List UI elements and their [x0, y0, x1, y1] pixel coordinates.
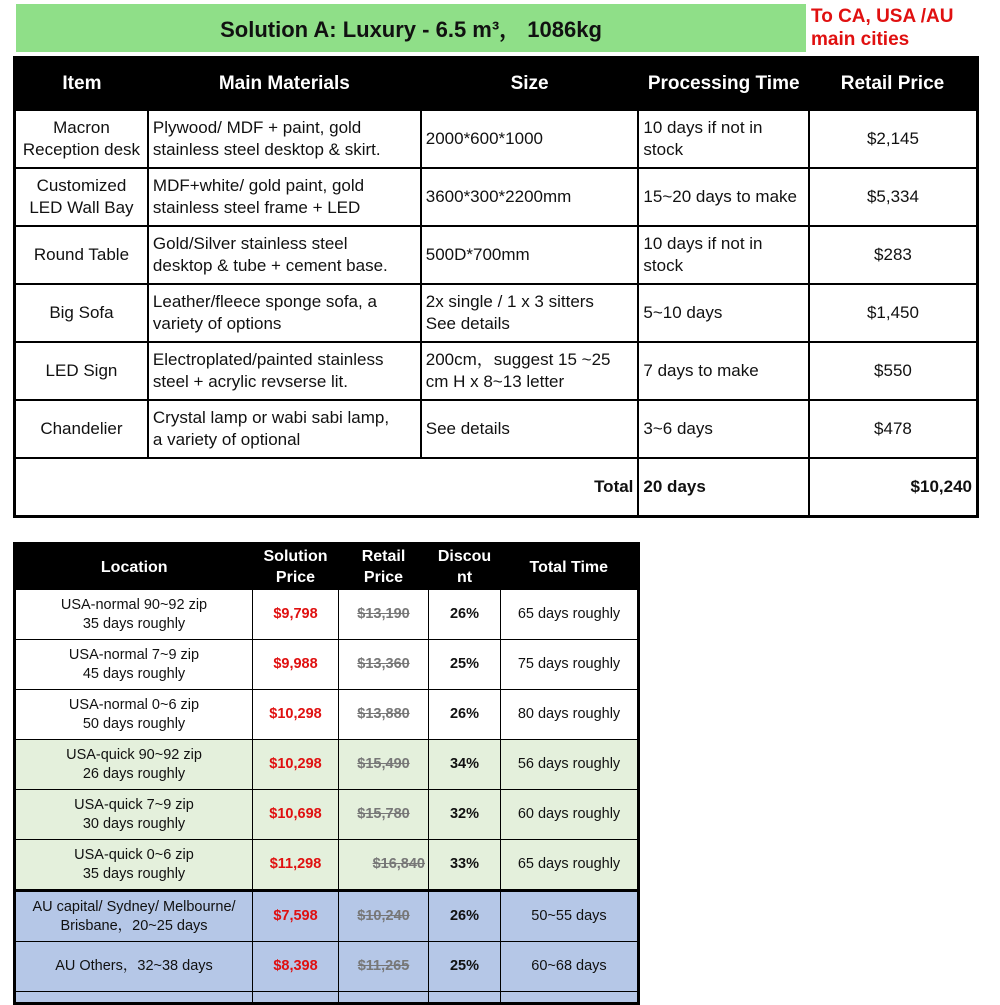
cell-line: USA-normal 90~92 zip	[60, 596, 208, 613]
item-retail-price: $1,450	[809, 284, 978, 342]
cell-line: Leather/fleece sponge sofa, a	[152, 292, 377, 311]
item-materials	[148, 342, 421, 400]
shipping-row-partial	[15, 992, 639, 1004]
cell-line: a variety of optional	[152, 430, 301, 449]
item-materials	[148, 168, 421, 226]
cell-line: stainless steel desktop & skirt.	[152, 140, 381, 159]
item-retail-price: $2,145	[809, 110, 978, 168]
shipping-solution-price: $7,598	[253, 891, 339, 942]
empty-cell	[15, 992, 253, 1004]
item-name	[15, 110, 148, 168]
shipping-row	[15, 690, 639, 740]
cell-line: USA-normal 0~6 zip	[68, 696, 200, 713]
cell-line: LED Sign	[45, 361, 118, 380]
header-retail-price	[339, 544, 429, 590]
cell-line: See details	[425, 419, 510, 438]
cell-line: 50 days roughly	[82, 715, 186, 732]
item-size	[421, 284, 639, 342]
cell-line: 26 days roughly	[82, 765, 186, 782]
cell-line: Price	[363, 569, 404, 586]
cell-line: Brisbane，20~25 days	[60, 917, 208, 934]
shipping-table-header	[15, 544, 639, 590]
shipping-retail-price: $15,490	[339, 740, 429, 790]
shipping-location	[15, 640, 253, 690]
cell-line: 10 days if not in	[643, 234, 763, 253]
solution-title: Solution A: Luxury - 6.5 m³， 1086kg	[220, 16, 602, 42]
shipping-discount: 33%	[429, 840, 501, 891]
cell-line: 10 days if not in	[643, 118, 763, 137]
cell-line: 30 days roughly	[82, 815, 186, 832]
item-processing-time	[638, 168, 809, 226]
item-name	[15, 342, 148, 400]
item-name	[15, 226, 148, 284]
cell-line: Macron	[53, 118, 110, 137]
shipping-table	[13, 542, 640, 1005]
cell-line: Plywood/ MDF + paint, gold	[152, 118, 362, 137]
cell-line: Round Table	[33, 245, 130, 264]
shipping-row	[15, 891, 639, 942]
item-materials	[148, 400, 421, 458]
item-size	[421, 400, 639, 458]
cell-line: 15~20 days to make	[643, 187, 797, 206]
item-retail-price: $550	[809, 342, 978, 400]
cell-line: AU Others，32~38 days	[55, 958, 213, 974]
item-materials	[148, 284, 421, 342]
empty-cell	[339, 992, 429, 1004]
cell-line: 2x single / 1 x 3 sitters	[425, 292, 594, 311]
cell-line: Total Time	[529, 558, 609, 576]
shipping-solution-price: $8,398	[253, 942, 339, 992]
shipping-location	[15, 790, 253, 840]
shipping-retail-price: $11,265	[339, 942, 429, 992]
shipping-total-time: 60~68 days	[501, 942, 639, 992]
cell-line: Chandelier	[40, 419, 123, 438]
header-item: Item	[15, 58, 148, 111]
cell-line: 35 days roughly	[82, 615, 186, 632]
cell-line: Discou	[437, 548, 492, 565]
shipping-retail-price: $13,360	[339, 640, 429, 690]
shipping-discount: 25%	[429, 942, 501, 992]
item-processing-time	[638, 110, 809, 168]
cell-line: MDF+white/ gold paint, gold	[152, 176, 365, 195]
item-processing-time	[638, 400, 809, 458]
shipping-total-time: 65 days roughly	[501, 590, 639, 640]
destination-note	[811, 5, 996, 51]
header-discount	[429, 544, 501, 590]
cell-line: stock	[643, 256, 684, 275]
empty-cell	[429, 992, 501, 1004]
item-size	[421, 168, 639, 226]
item-size	[421, 110, 639, 168]
shipping-row	[15, 590, 639, 640]
header-main-materials: Main Materials	[148, 58, 421, 111]
cell-line: USA-quick 0~6 zip	[74, 846, 194, 863]
cell-line: desktop & tube + cement base.	[152, 256, 388, 275]
shipping-row	[15, 740, 639, 790]
cell-line: Reception desk	[22, 140, 141, 159]
destination-note-line: main cities	[811, 29, 910, 50]
shipping-total-time: 80 days roughly	[501, 690, 639, 740]
shipping-total-time: 65 days roughly	[501, 840, 639, 891]
shipping-solution-price: $10,298	[253, 740, 339, 790]
shipping-row	[15, 790, 639, 840]
shipping-total-time: 60 days roughly	[501, 790, 639, 840]
cell-line: Big Sofa	[49, 303, 114, 322]
item-retail-price: $5,334	[809, 168, 978, 226]
item-retail-price: $283	[809, 226, 978, 284]
shipping-location	[15, 840, 253, 891]
cell-line: nt	[456, 569, 473, 586]
shipping-row	[15, 942, 639, 992]
total-row	[15, 458, 978, 517]
shipping-total-time: 56 days roughly	[501, 740, 639, 790]
shipping-discount: 34%	[429, 740, 501, 790]
items-table-header	[15, 58, 978, 111]
item-name	[15, 400, 148, 458]
shipping-solution-price: $10,698	[253, 790, 339, 840]
cell-line: stock	[643, 140, 684, 159]
shipping-discount: 32%	[429, 790, 501, 840]
total-label: Total	[15, 458, 639, 517]
header-size: Size	[421, 58, 639, 111]
header-total-time	[501, 544, 639, 590]
cell-line: Electroplated/painted stainless	[152, 350, 384, 369]
shipping-solution-price: $10,298	[253, 690, 339, 740]
item-row	[15, 400, 978, 458]
cell-line: USA-quick 7~9 zip	[74, 796, 194, 813]
shipping-discount: 26%	[429, 590, 501, 640]
shipping-total-time: 50~55 days	[501, 891, 639, 942]
cell-line: 3600*300*2200mm	[425, 187, 572, 206]
destination-note-line: To CA, USA /AU	[811, 6, 954, 27]
cell-line: LED Wall Bay	[29, 198, 134, 217]
cell-line: Retail	[361, 548, 406, 565]
cell-line: 7 days to make	[643, 361, 759, 380]
cell-line: See details	[425, 314, 510, 333]
item-name	[15, 168, 148, 226]
cell-line: Price	[275, 569, 316, 586]
cell-line: USA-quick 90~92 zip	[66, 746, 202, 763]
header-retail-price: Retail Price	[809, 58, 978, 111]
item-size	[421, 342, 639, 400]
total-price: $10,240	[809, 458, 978, 517]
solution-title-banner	[16, 4, 806, 52]
shipping-location	[15, 942, 253, 992]
cell-line: Gold/Silver stainless steel	[152, 234, 348, 253]
cell-line: Customized	[36, 176, 127, 195]
cell-line: 500D*700mm	[425, 245, 530, 264]
shipping-row	[15, 840, 639, 891]
shipping-retail-price: $15,780	[339, 790, 429, 840]
cell-line: Crystal lamp or wabi sabi lamp,	[152, 408, 390, 427]
item-size	[421, 226, 639, 284]
item-processing-time	[638, 342, 809, 400]
shipping-location	[15, 590, 253, 640]
shipping-retail-price: $13,880	[339, 690, 429, 740]
item-row	[15, 110, 978, 168]
shipping-retail-price: $13,190	[339, 590, 429, 640]
item-row	[15, 284, 978, 342]
cell-line: 5~10 days	[643, 303, 723, 322]
shipping-total-time: 75 days roughly	[501, 640, 639, 690]
cell-line: 45 days roughly	[82, 665, 186, 682]
cell-line: USA-normal 7~9 zip	[68, 646, 200, 663]
item-retail-price: $478	[809, 400, 978, 458]
cell-line: variety of options	[152, 314, 282, 333]
items-table	[13, 56, 979, 518]
shipping-row	[15, 640, 639, 690]
item-row	[15, 226, 978, 284]
shipping-discount: 26%	[429, 891, 501, 942]
item-materials	[148, 110, 421, 168]
cell-line: AU capital/ Sydney/ Melbourne/	[32, 898, 236, 915]
shipping-discount: 26%	[429, 690, 501, 740]
shipping-retail-price: $10,240	[339, 891, 429, 942]
cell-line: stainless steel frame + LED	[152, 198, 361, 217]
item-processing-time	[638, 284, 809, 342]
shipping-solution-price: $9,798	[253, 590, 339, 640]
header-location	[15, 544, 253, 590]
shipping-retail-price: $16,840	[339, 840, 429, 891]
item-row	[15, 342, 978, 400]
shipping-solution-price: $9,988	[253, 640, 339, 690]
cell-line: Solution	[263, 548, 328, 565]
shipping-location	[15, 740, 253, 790]
item-materials	[148, 226, 421, 284]
cell-line: Location	[100, 558, 168, 576]
cell-line: cm H x 8~13 letter	[425, 372, 565, 391]
item-processing-time	[638, 226, 809, 284]
cell-line: 35 days roughly	[82, 865, 186, 882]
cell-line: 3~6 days	[643, 419, 713, 438]
shipping-solution-price: $11,298	[253, 840, 339, 891]
shipping-discount: 25%	[429, 640, 501, 690]
cell-line: steel + acrylic revserse lit.	[152, 372, 348, 391]
cell-line: 200cm，suggest 15 ~25	[425, 350, 611, 369]
empty-cell	[501, 992, 639, 1004]
cell-line: 2000*600*1000	[425, 129, 543, 148]
header-processing-time: Processing Time	[638, 58, 809, 111]
item-row	[15, 168, 978, 226]
shipping-location	[15, 891, 253, 942]
shipping-location	[15, 690, 253, 740]
header-solution-price	[253, 544, 339, 590]
item-name	[15, 284, 148, 342]
total-time: 20 days	[638, 458, 809, 517]
empty-cell	[253, 992, 339, 1004]
